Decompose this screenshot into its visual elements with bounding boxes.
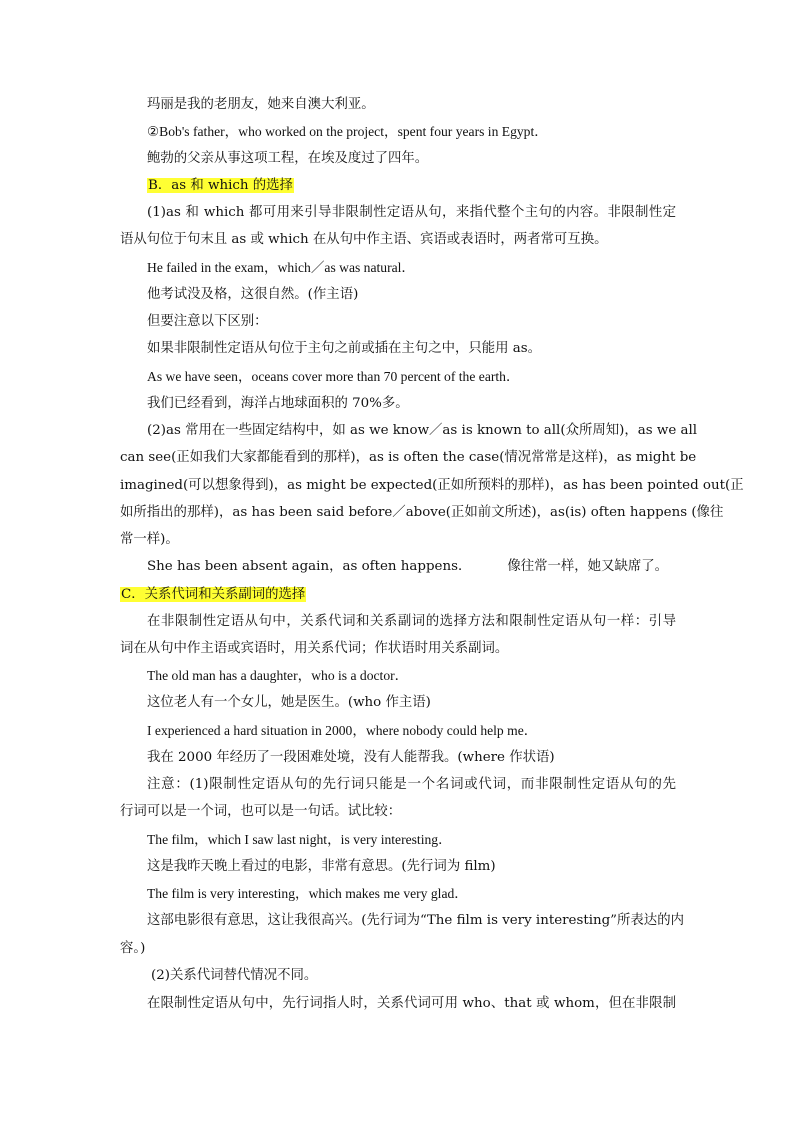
paragraph-line: 行词可以是一个词，也可以是一句话。试比较： [120,804,402,819]
text-line: 我们已经看到，海洋占地球面积的 70%多。 [147,396,409,411]
example-sentence: The old man has a daughter，who is a doctor． [147,668,409,683]
example-sentence: He failed in the exam，which／as was natural． [147,260,416,275]
paragraph-line: (1)as 和 which 都可用来引导非限制性定语从句，来指代整个主句的内容。非限制性定 [147,205,676,220]
section-heading-b [147,176,676,196]
text-line: 这位老人有一个女儿，她是医生。(who 作主语) [147,695,431,710]
paragraph-line: 词在从句中作主语或宾语时，用关系代词；作状语时用关系副词。 [120,641,509,656]
example-sentence: I experienced a hard situation in 2000，where nobody could help me． [147,723,538,738]
paragraph-line: 注意：(1)限制性定语从句的先行词只能是一个名词或代词，而非限制性定语从句的先 [147,777,676,792]
example-sentence: She has been absent again，as often happens． [147,559,472,574]
example-sentence: The film，which I saw last night，is very interesting． [147,832,452,847]
text-line: 我在 2000 年经历了一段困难处境，没有人能帮我。(where 作状语) [147,750,555,765]
text-line: (2)关系代词替代情况不同。 [151,968,318,983]
highlight: C．关系代词和关系副词的选择 [121,587,306,602]
paragraph-line: (2)as 常用在一些固定结构中，如 as we know／as is known to all(众所周知)，as we all [147,423,698,438]
example-sentence: As we have seen，oceans cover more than 70 percent of the earth． [147,369,520,384]
highlight: B．as 和 which 的选择 [148,178,293,193]
paragraph-line: imagined(可以想象得到)，as might be expected(正如所预料的那样)，as has been pointed out(正 [120,478,744,493]
text-line: 但要注意以下区别： [147,314,268,329]
paragraph-line: 容。) [120,941,146,956]
text-line: 他考试没及格，这很自然。(作主语) [147,287,359,302]
paragraph-line: 在非限制性定语从句中，关系代词和关系副词的选择方法和限制性定语从句一样：引导 [147,614,676,629]
text-line: 如果非限制性定语从句位于主句之前或插在主句之中，只能用 as。 [147,341,542,356]
paragraph-line: 常一样)。 [120,532,179,547]
text-line: 鲍勃的父亲从事这项工程，在埃及度过了四年。 [147,151,429,166]
paragraph-line: 这部电影很有意思，这让我很高兴。(先行词为“The film is very interesting”所表达的内 [147,913,684,928]
text-line: 这是我昨天晚上看过的电影，非常有意思。(先行词为 film) [147,859,496,874]
paragraph-line: 如所指出的那样)，as has been said before／above(正如前文所述)，as(is) often happens (像往 [120,505,724,520]
example-pair [147,557,676,577]
example-sentence: The film is very interesting，which makes me very glad． [147,886,468,901]
section-heading-c [120,585,676,605]
paragraph-line: 语从句位于句末且 as 或 which 在从句中作主语、宾语或表语时，两者常可互换。 [120,232,608,247]
translation: 像往常一样，她又缺席了。 [507,559,669,574]
example-sentence: ②Bob's father，who worked on the project，spent four years in Egypt． [147,124,548,139]
paragraph-line: 在限制性定语从句中，先行词指人时，关系代词可用 who、that 或 whom，但在非限制 [147,996,676,1011]
text-line: 玛丽是我的老朋友，她来自澳大利亚。 [147,97,375,112]
paragraph-line: can see(正如我们大家都能看到的那样)，as is often the case(情况常常是这样)，as might be [120,450,697,465]
